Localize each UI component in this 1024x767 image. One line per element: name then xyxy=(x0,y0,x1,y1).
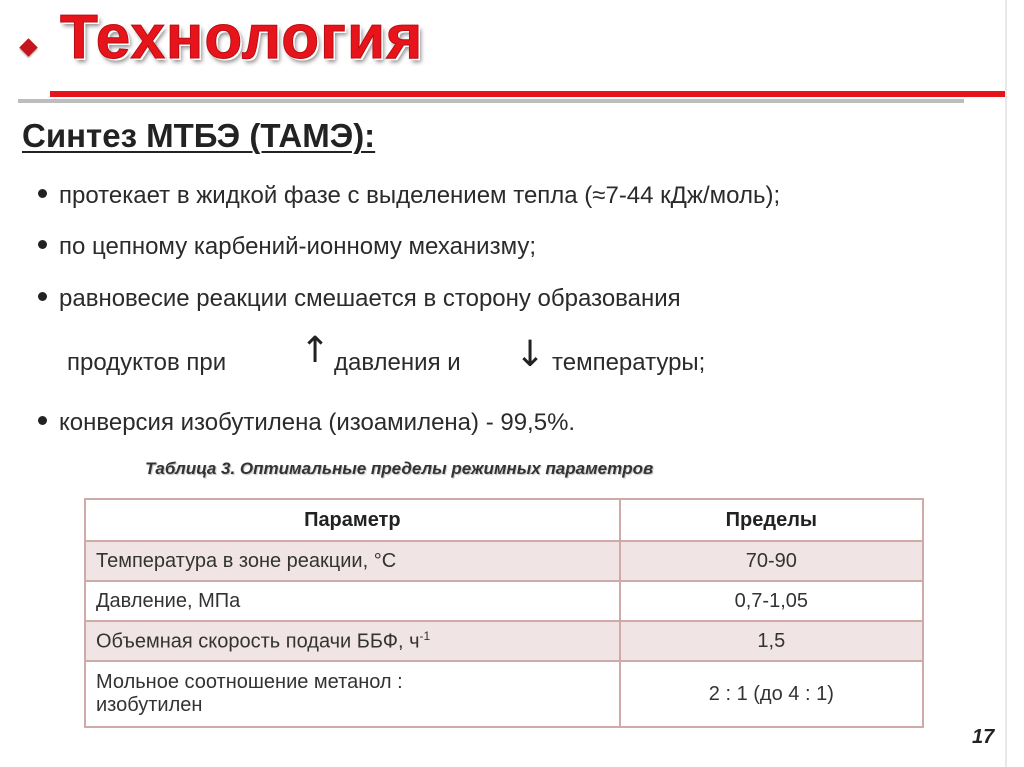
column-header-parameter: Параметр xyxy=(85,499,620,541)
value-cell: 2 : 1 (до 4 : 1) xyxy=(620,661,923,727)
param-text-line1: Мольное соотношение метанол : xyxy=(96,671,403,693)
bullet-text-4: конверсия изобутилена (изоамилена) - 99,5%. xyxy=(59,409,576,436)
bullet-text-3b: давления и xyxy=(334,349,461,376)
bullet-text-2: по цепному карбений-ионному механизму; xyxy=(59,233,537,260)
value-cell: 0,7-1,05 xyxy=(620,581,923,621)
slide-title: Технология xyxy=(60,3,424,72)
bullet-dot-icon xyxy=(38,240,47,249)
arrow-up-icon: ↑ xyxy=(300,330,331,371)
title-underline-red xyxy=(50,91,1006,97)
bullet-text-3: равновесие реакции смешается в сторону образования xyxy=(59,285,681,312)
bullet-item-4 xyxy=(38,409,575,437)
bullet-dot-icon xyxy=(38,292,47,301)
right-border-line xyxy=(1005,0,1007,767)
bullet-item-3-continuation xyxy=(67,349,226,377)
param-superscript: -1 xyxy=(419,628,431,643)
parameters-table xyxy=(84,498,924,728)
page-number: 17 xyxy=(972,726,995,748)
table-row xyxy=(85,541,923,581)
table-row xyxy=(85,661,923,727)
value-cell: 70-90 xyxy=(620,541,923,581)
bullet-text-1: протекает в жидкой фазе с выделением тепла (≈7-44 кДж/моль); xyxy=(59,182,781,209)
title-bullet-icon xyxy=(19,38,37,56)
title-underline-gray xyxy=(18,99,964,103)
table-caption: Таблица 3. Оптимальные пределы режимных параметров xyxy=(145,459,654,478)
param-cell xyxy=(85,661,620,727)
bullet-dot-icon xyxy=(38,416,47,425)
bullet-text-3a: продуктов при xyxy=(67,349,227,376)
section-subtitle: Синтез МТБЭ (ТАМЭ): xyxy=(22,117,376,154)
table-row xyxy=(85,621,923,661)
table-row xyxy=(85,581,923,621)
arrow-down-icon: ↓ xyxy=(515,334,546,375)
bullet-item-2 xyxy=(38,233,536,261)
bullet-dot-icon xyxy=(38,189,47,198)
param-cell: Температура в зоне реакции, °С xyxy=(85,541,620,581)
value-cell: 1,5 xyxy=(620,621,923,661)
param-text: Объемная скорость подачи ББФ, ч xyxy=(96,630,420,653)
param-text-line2: изобутилен xyxy=(96,694,203,716)
param-cell xyxy=(85,621,620,661)
column-header-limits: Пределы xyxy=(620,499,923,541)
param-cell: Давление, МПа xyxy=(85,581,620,621)
bullet-item-3 xyxy=(38,285,681,313)
bullet-item-1 xyxy=(38,182,780,210)
table-header-row xyxy=(85,499,923,541)
bullet-text-3c: температуры; xyxy=(552,349,706,376)
